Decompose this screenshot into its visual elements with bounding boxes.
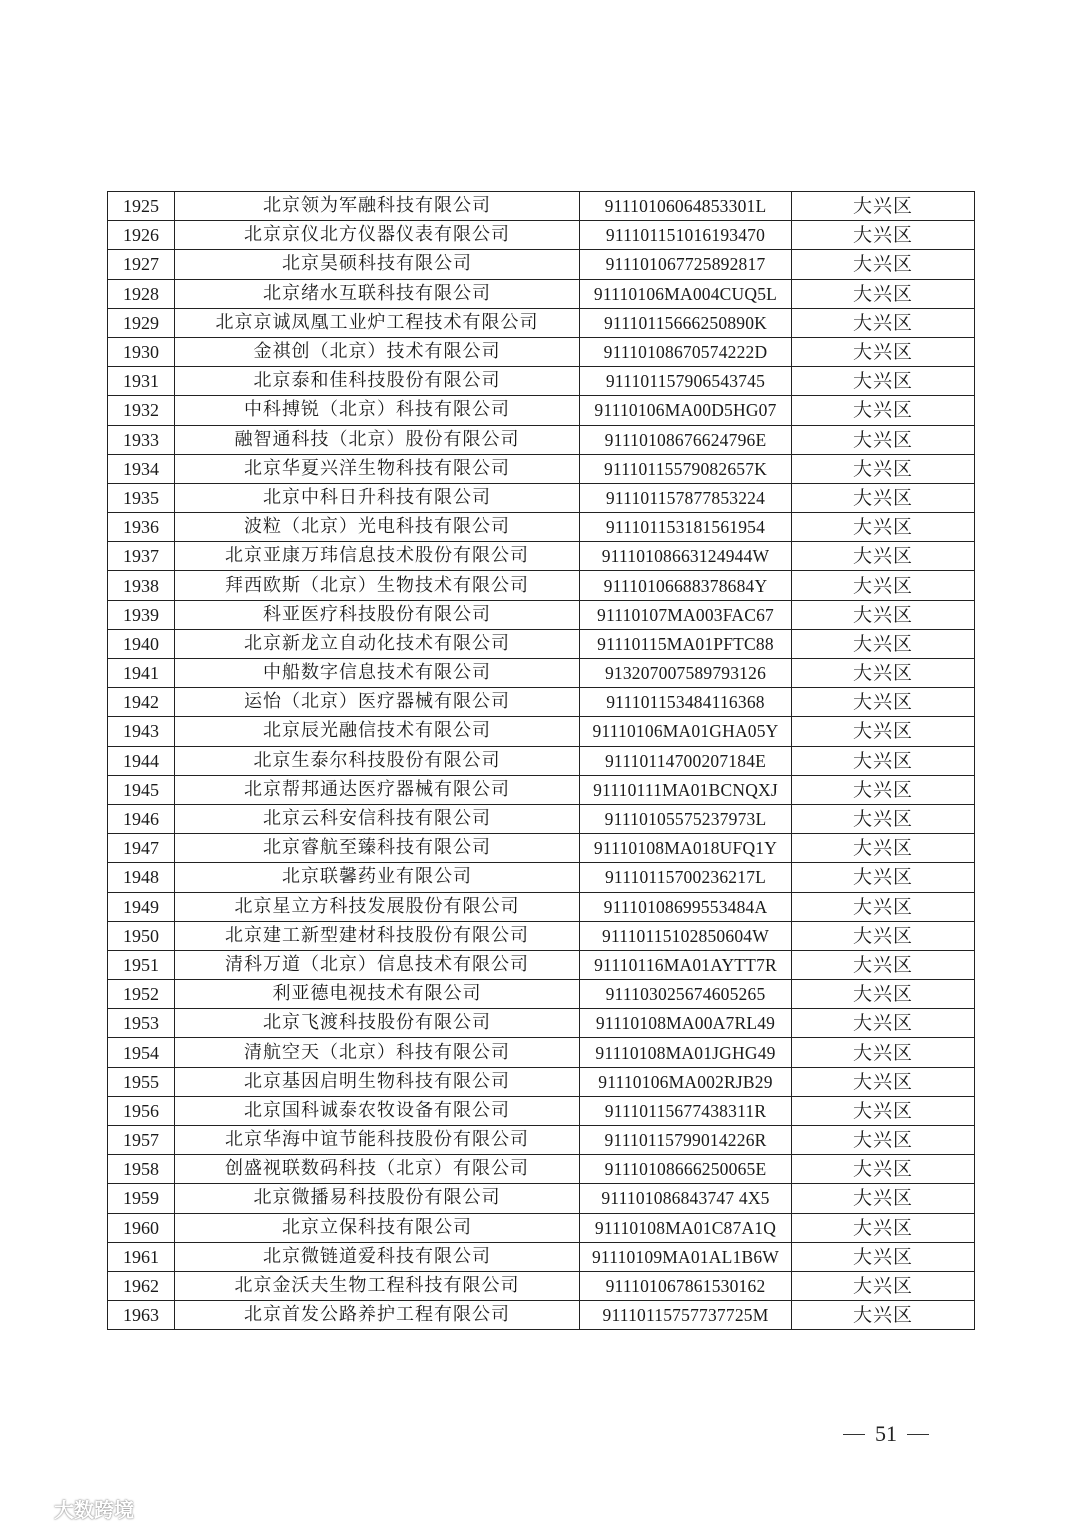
credit-code-cell: 91110106MA002RJB29 [580, 1067, 792, 1096]
row-number-cell: 1960 [108, 1213, 175, 1242]
row-number-cell: 1925 [108, 192, 175, 221]
company-name-cell: 北京京诚凤凰工业炉工程技术有限公司 [175, 308, 580, 337]
table-body [108, 192, 975, 1330]
table-row [108, 659, 975, 688]
district-cell: 大兴区 [792, 834, 975, 863]
credit-code-cell: 91110115700236217L [580, 863, 792, 892]
credit-code-cell: 91110106MA00D5HG07 [580, 396, 792, 425]
credit-code-cell: 91110108MA018UFQ1Y [580, 834, 792, 863]
row-number-cell: 1961 [108, 1242, 175, 1271]
company-name-cell: 北京帮邦通达医疗器械有限公司 [175, 775, 580, 804]
page-number [836, 1421, 936, 1447]
credit-code-cell: 91110109MA01AL1B6W [580, 1242, 792, 1271]
company-name-cell: 利亚德电视技术有限公司 [175, 980, 580, 1009]
credit-code-cell: 91110115MA01PFTC88 [580, 629, 792, 658]
credit-code-cell: 911101067725892817 [580, 250, 792, 279]
row-number-cell: 1934 [108, 454, 175, 483]
district-cell: 大兴区 [792, 863, 975, 892]
company-name-cell: 北京泰和佳科技股份有限公司 [175, 367, 580, 396]
company-name-cell: 北京新龙立自动化技术有限公司 [175, 629, 580, 658]
company-name-cell: 拜西欧斯（北京）生物技术有限公司 [175, 571, 580, 600]
company-name-cell: 中船数字信息技术有限公司 [175, 659, 580, 688]
row-number-cell: 1945 [108, 775, 175, 804]
district-cell: 大兴区 [792, 1126, 975, 1155]
company-name-cell: 北京基因启明生物科技有限公司 [175, 1067, 580, 1096]
district-cell: 大兴区 [792, 1184, 975, 1213]
credit-code-cell: 91110106MA01GHA05Y [580, 717, 792, 746]
row-number-cell: 1938 [108, 571, 175, 600]
watermark [10, 1494, 134, 1523]
company-name-cell: 波粒（北京）光电科技有限公司 [175, 513, 580, 542]
table-row [108, 367, 975, 396]
company-name-cell: 创盛视联数码科技（北京）有限公司 [175, 1155, 580, 1184]
table-row [108, 804, 975, 833]
row-number-cell: 1950 [108, 921, 175, 950]
table-row [108, 1242, 975, 1271]
company-name-cell: 北京立保科技有限公司 [175, 1213, 580, 1242]
row-number-cell: 1928 [108, 279, 175, 308]
district-cell: 大兴区 [792, 279, 975, 308]
company-name-cell: 北京云科安信科技有限公司 [175, 804, 580, 833]
credit-code-cell: 91110106MA004CUQ5L [580, 279, 792, 308]
company-name-cell: 北京睿航至臻科技有限公司 [175, 834, 580, 863]
district-cell: 大兴区 [792, 1213, 975, 1242]
table-row [108, 337, 975, 366]
district-cell: 大兴区 [792, 659, 975, 688]
row-number-cell: 1940 [108, 629, 175, 658]
credit-code-cell: 911101157906543745 [580, 367, 792, 396]
credit-code-cell: 91110115102850604W [580, 921, 792, 950]
table-row [108, 688, 975, 717]
credit-code-cell: 91110116MA01AYTT7R [580, 950, 792, 979]
row-number-cell: 1948 [108, 863, 175, 892]
company-name-cell: 北京建工新型建材科技股份有限公司 [175, 921, 580, 950]
table-row [108, 396, 975, 425]
credit-code-cell: 91110106064853301L [580, 192, 792, 221]
company-name-cell: 北京国科诚泰农牧设备有限公司 [175, 1096, 580, 1125]
district-cell: 大兴区 [792, 1301, 975, 1330]
row-number-cell: 1942 [108, 688, 175, 717]
company-name-cell: 北京首发公路养护工程有限公司 [175, 1301, 580, 1330]
company-name-cell: 北京金沃夫生物工程科技有限公司 [175, 1271, 580, 1300]
company-name-cell: 科亚医疗科技股份有限公司 [175, 600, 580, 629]
table-row [108, 1009, 975, 1038]
company-name-cell: 北京领为军融科技有限公司 [175, 192, 580, 221]
district-cell: 大兴区 [792, 1096, 975, 1125]
district-cell: 大兴区 [792, 250, 975, 279]
credit-code-cell: 911101153181561954 [580, 513, 792, 542]
district-cell: 大兴区 [792, 192, 975, 221]
credit-code-cell: 91110108666250065E [580, 1155, 792, 1184]
district-cell: 大兴区 [792, 542, 975, 571]
table-row [108, 980, 975, 1009]
district-cell: 大兴区 [792, 1242, 975, 1271]
credit-code-cell: 91110105575237973L [580, 804, 792, 833]
credit-code-cell: 913207007589793126 [580, 659, 792, 688]
table-row [108, 221, 975, 250]
table-row [108, 542, 975, 571]
table-row [108, 1184, 975, 1213]
credit-code-cell: 91110108663124944W [580, 542, 792, 571]
company-name-cell: 北京华夏兴洋生物科技有限公司 [175, 454, 580, 483]
table-row [108, 250, 975, 279]
credit-code-cell: 91110108MA00A7RL49 [580, 1009, 792, 1038]
row-number-cell: 1955 [108, 1067, 175, 1096]
district-cell: 大兴区 [792, 425, 975, 454]
district-cell: 大兴区 [792, 513, 975, 542]
district-cell: 大兴区 [792, 921, 975, 950]
row-number-cell: 1954 [108, 1038, 175, 1067]
row-number-cell: 1930 [108, 337, 175, 366]
company-name-cell: 北京飞渡科技股份有限公司 [175, 1009, 580, 1038]
table-row [108, 483, 975, 512]
company-name-cell: 北京华海中谊节能科技股份有限公司 [175, 1126, 580, 1155]
row-number-cell: 1944 [108, 746, 175, 775]
table-row [108, 1213, 975, 1242]
chat-bubble-logo-icon [10, 1497, 50, 1521]
district-cell: 大兴区 [792, 688, 975, 717]
row-number-cell: 1931 [108, 367, 175, 396]
district-cell: 大兴区 [792, 337, 975, 366]
district-cell: 大兴区 [792, 1038, 975, 1067]
row-number-cell: 1943 [108, 717, 175, 746]
row-number-cell: 1959 [108, 1184, 175, 1213]
district-cell: 大兴区 [792, 221, 975, 250]
row-number-cell: 1933 [108, 425, 175, 454]
company-name-cell: 北京辰光融信技术有限公司 [175, 717, 580, 746]
credit-code-cell: 911101067861530162 [580, 1271, 792, 1300]
credit-code-cell: 911101151016193470 [580, 221, 792, 250]
row-number-cell: 1963 [108, 1301, 175, 1330]
row-number-cell: 1958 [108, 1155, 175, 1184]
district-cell: 大兴区 [792, 892, 975, 921]
company-name-cell: 北京绪水互联科技有限公司 [175, 279, 580, 308]
table-row [108, 1301, 975, 1330]
row-number-cell: 1932 [108, 396, 175, 425]
row-number-cell: 1947 [108, 834, 175, 863]
company-name-cell: 金祺创（北京）技术有限公司 [175, 337, 580, 366]
table-row [108, 1155, 975, 1184]
district-cell: 大兴区 [792, 483, 975, 512]
row-number-cell: 1939 [108, 600, 175, 629]
company-name-cell: 北京微播易科技股份有限公司 [175, 1184, 580, 1213]
row-number-cell: 1926 [108, 221, 175, 250]
row-number-cell: 1951 [108, 950, 175, 979]
district-cell: 大兴区 [792, 1155, 975, 1184]
company-name-cell: 北京亚康万玮信息技术股份有限公司 [175, 542, 580, 571]
row-number-cell: 1953 [108, 1009, 175, 1038]
district-cell: 大兴区 [792, 1009, 975, 1038]
credit-code-cell: 91110115579082657K [580, 454, 792, 483]
table-row [108, 1038, 975, 1067]
district-cell: 大兴区 [792, 950, 975, 979]
table-row [108, 892, 975, 921]
table-row [108, 834, 975, 863]
table-row [108, 571, 975, 600]
row-number-cell: 1957 [108, 1126, 175, 1155]
company-name-cell: 北京生泰尔科技股份有限公司 [175, 746, 580, 775]
table-row [108, 600, 975, 629]
district-cell: 大兴区 [792, 308, 975, 337]
company-name-cell: 清航空天（北京）科技有限公司 [175, 1038, 580, 1067]
company-name-cell: 北京中科日升科技有限公司 [175, 483, 580, 512]
district-cell: 大兴区 [792, 396, 975, 425]
row-number-cell: 1929 [108, 308, 175, 337]
row-number-cell: 1946 [108, 804, 175, 833]
company-name-cell: 北京星立方科技发展股份有限公司 [175, 892, 580, 921]
table-row [108, 279, 975, 308]
district-cell: 大兴区 [792, 717, 975, 746]
row-number-cell: 1949 [108, 892, 175, 921]
company-name-cell: 北京京仪北方仪器仪表有限公司 [175, 221, 580, 250]
row-number-cell: 1962 [108, 1271, 175, 1300]
table-row [108, 513, 975, 542]
credit-code-cell: 91110115799014226R [580, 1126, 792, 1155]
district-cell: 大兴区 [792, 571, 975, 600]
row-number-cell: 1935 [108, 483, 175, 512]
district-cell: 大兴区 [792, 454, 975, 483]
district-cell: 大兴区 [792, 980, 975, 1009]
table-row [108, 1271, 975, 1300]
credit-code-cell: 91110108MA01C87A1Q [580, 1213, 792, 1242]
company-name-cell: 北京微链道爱科技有限公司 [175, 1242, 580, 1271]
row-number-cell: 1956 [108, 1096, 175, 1125]
district-cell: 大兴区 [792, 367, 975, 396]
row-number-cell: 1952 [108, 980, 175, 1009]
row-number-cell: 1927 [108, 250, 175, 279]
table-row [108, 863, 975, 892]
table-row [108, 192, 975, 221]
company-list-table [107, 191, 975, 1330]
table-row [108, 1126, 975, 1155]
company-name-cell: 北京联馨药业有限公司 [175, 863, 580, 892]
table-row [108, 308, 975, 337]
company-name-cell: 北京昊硕科技有限公司 [175, 250, 580, 279]
credit-code-cell: 91110108676624796E [580, 425, 792, 454]
credit-code-cell: 911103025674605265 [580, 980, 792, 1009]
district-cell: 大兴区 [792, 1067, 975, 1096]
page-number-text: 51 [875, 1421, 897, 1446]
table-row [108, 629, 975, 658]
table-row [108, 1067, 975, 1096]
district-cell: 大兴区 [792, 746, 975, 775]
credit-code-cell: 911101086843747 4X5 [580, 1184, 792, 1213]
credit-code-cell: 91110108670574222D [580, 337, 792, 366]
table-row [108, 717, 975, 746]
table-row [108, 746, 975, 775]
district-cell: 大兴区 [792, 1271, 975, 1300]
credit-code-cell: 91110111MA01BCNQXJ [580, 775, 792, 804]
table-row [108, 950, 975, 979]
company-name-cell: 中科搏锐（北京）科技有限公司 [175, 396, 580, 425]
district-cell: 大兴区 [792, 600, 975, 629]
left-dash [843, 1434, 865, 1435]
company-name-cell: 清科万道（北京）信息技术有限公司 [175, 950, 580, 979]
table-row [108, 454, 975, 483]
company-name-cell: 运怡（北京）医疗器械有限公司 [175, 688, 580, 717]
credit-code-cell: 91110115677438311R [580, 1096, 792, 1125]
district-cell: 大兴区 [792, 804, 975, 833]
table-row [108, 1096, 975, 1125]
row-number-cell: 1936 [108, 513, 175, 542]
credit-code-cell: 91110108MA01JGHG49 [580, 1038, 792, 1067]
watermark-text: 大数跨境 [54, 1498, 134, 1522]
credit-code-cell: 91110115666250890K [580, 308, 792, 337]
table-row [108, 425, 975, 454]
row-number-cell: 1941 [108, 659, 175, 688]
right-dash [907, 1434, 929, 1435]
district-cell: 大兴区 [792, 775, 975, 804]
table-row [108, 921, 975, 950]
credit-code-cell: 911101157877853224 [580, 483, 792, 512]
credit-code-cell: 91110115757737725M [580, 1301, 792, 1330]
table-row [108, 775, 975, 804]
credit-code-cell: 91110106688378684Y [580, 571, 792, 600]
credit-code-cell: 911101153484116368 [580, 688, 792, 717]
credit-code-cell: 91110107MA003FAC67 [580, 600, 792, 629]
district-cell: 大兴区 [792, 629, 975, 658]
credit-code-cell: 91110114700207184E [580, 746, 792, 775]
credit-code-cell: 91110108699553484A [580, 892, 792, 921]
company-name-cell: 融智通科技（北京）股份有限公司 [175, 425, 580, 454]
row-number-cell: 1937 [108, 542, 175, 571]
